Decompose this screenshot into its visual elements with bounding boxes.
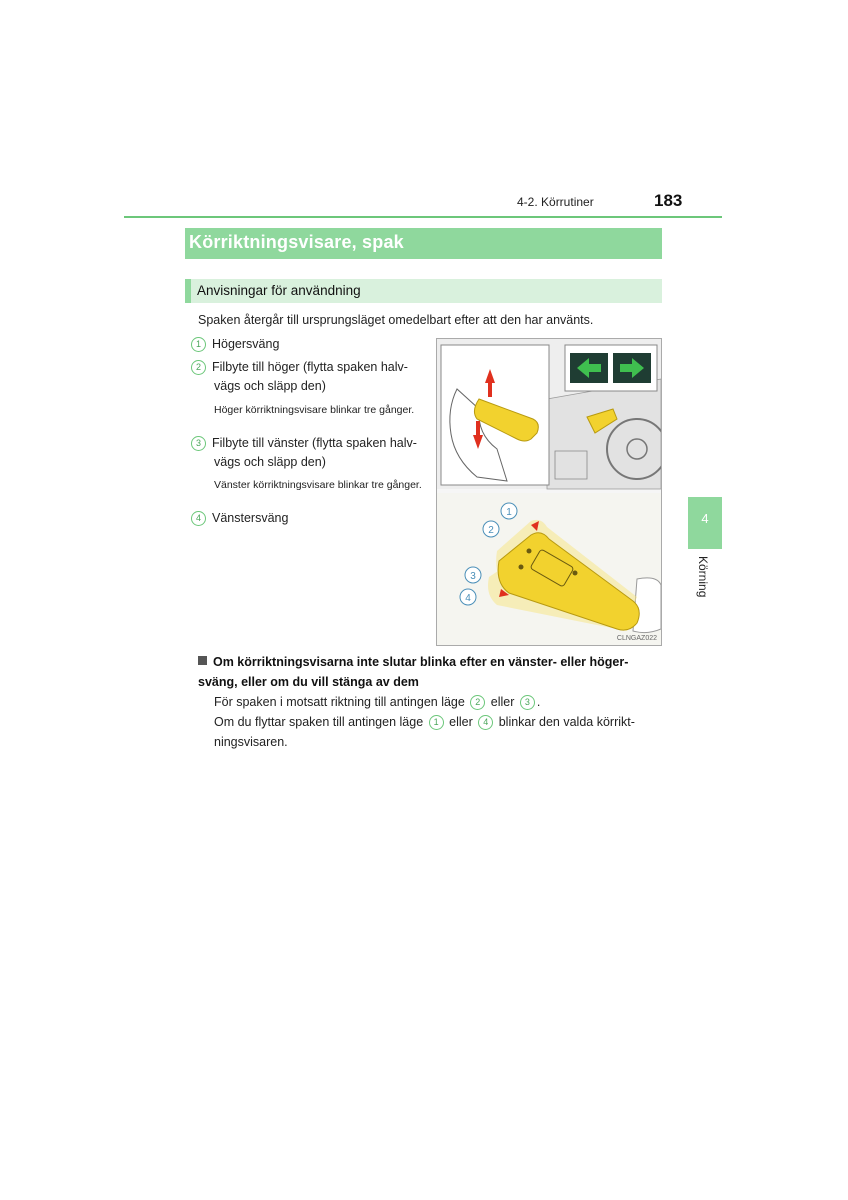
callout-number: 1: [429, 715, 444, 730]
intro-text: Spaken återgår till ursprungsläget omedelbart efter att den har använts.: [198, 313, 594, 327]
item-note: Vänster körriktningsvisare blinkar tre gånger.: [214, 479, 422, 491]
callout-1: [501, 503, 517, 519]
callout-label: 4: [465, 593, 471, 604]
chapter-number: 4: [701, 511, 709, 526]
figure-illustration: [437, 339, 661, 645]
item-note: Höger körriktningsvisare blinkar tre gånger.: [214, 404, 415, 416]
list-item-4: [191, 509, 426, 528]
note-paragraph-1: [214, 692, 660, 712]
lever-dot: [527, 549, 532, 554]
square-bullet-icon: [198, 656, 207, 665]
text-segment: blinkar den valda körrikt-ningsvisaren.: [214, 715, 635, 749]
callout-label: 1: [506, 507, 512, 518]
callout-3: [465, 567, 481, 583]
lever-dot: [573, 571, 578, 576]
callout-number: 2: [191, 360, 206, 375]
chapter-label: Körning: [696, 556, 710, 598]
lever-dot: [519, 565, 524, 570]
list-item-2: [191, 358, 426, 377]
item-text-cont: vägs och släpp den): [214, 379, 326, 393]
callout-label: 2: [488, 525, 494, 536]
chapter-tab: [688, 497, 722, 549]
callout-label: 3: [470, 571, 476, 582]
callout-2: [483, 521, 499, 537]
note-paragraph-2: [214, 712, 660, 752]
item-text-cont: vägs och släpp den): [214, 455, 326, 469]
list-item-3: [191, 434, 426, 453]
callout-number: 4: [191, 511, 206, 526]
text-segment: eller: [490, 695, 515, 709]
section-subtitle: Anvisningar för användning: [197, 283, 361, 298]
page-number: 183: [654, 191, 683, 210]
item-text: Högersväng: [212, 337, 280, 351]
figure-code: CLNGAZ022: [616, 635, 657, 642]
text-segment: .: [536, 695, 541, 709]
item-text: Filbyte till höger (flytta spaken halv-: [212, 360, 408, 374]
list-item-1: [191, 335, 426, 354]
arrow-down-shaft: [476, 421, 480, 435]
subtitle-bar: [185, 279, 662, 303]
callout-number: 2: [470, 695, 485, 710]
callout-number: 3: [191, 436, 206, 451]
text-segment: eller: [449, 715, 473, 729]
header-divider: [124, 216, 722, 218]
text-segment: För spaken i motsatt riktning till antingen läge: [214, 695, 465, 709]
callout-4: [460, 589, 476, 605]
arrow-up-shaft: [488, 383, 492, 397]
turn-signal-lever-figure: [436, 338, 662, 646]
page-title: Körriktningsvisare, spak: [189, 232, 404, 252]
callout-number: 3: [520, 695, 535, 710]
item-text: Vänstersväng: [212, 511, 289, 525]
note-heading-text: Om körriktningsvisarna inte slutar blinka efter en vänster- eller höger-sväng, eller om du vill stänga av dem: [198, 655, 629, 689]
item-text: Filbyte till vänster (flytta spaken halv-: [212, 436, 417, 450]
note-heading: [198, 652, 660, 692]
callout-number: 1: [191, 337, 206, 352]
title-bar: [185, 228, 662, 259]
section-heading: 4-2. Körrutiner: [517, 195, 594, 209]
text-segment: Om du flyttar spaken till antingen läge: [214, 715, 424, 729]
callout-number: 4: [478, 715, 493, 730]
